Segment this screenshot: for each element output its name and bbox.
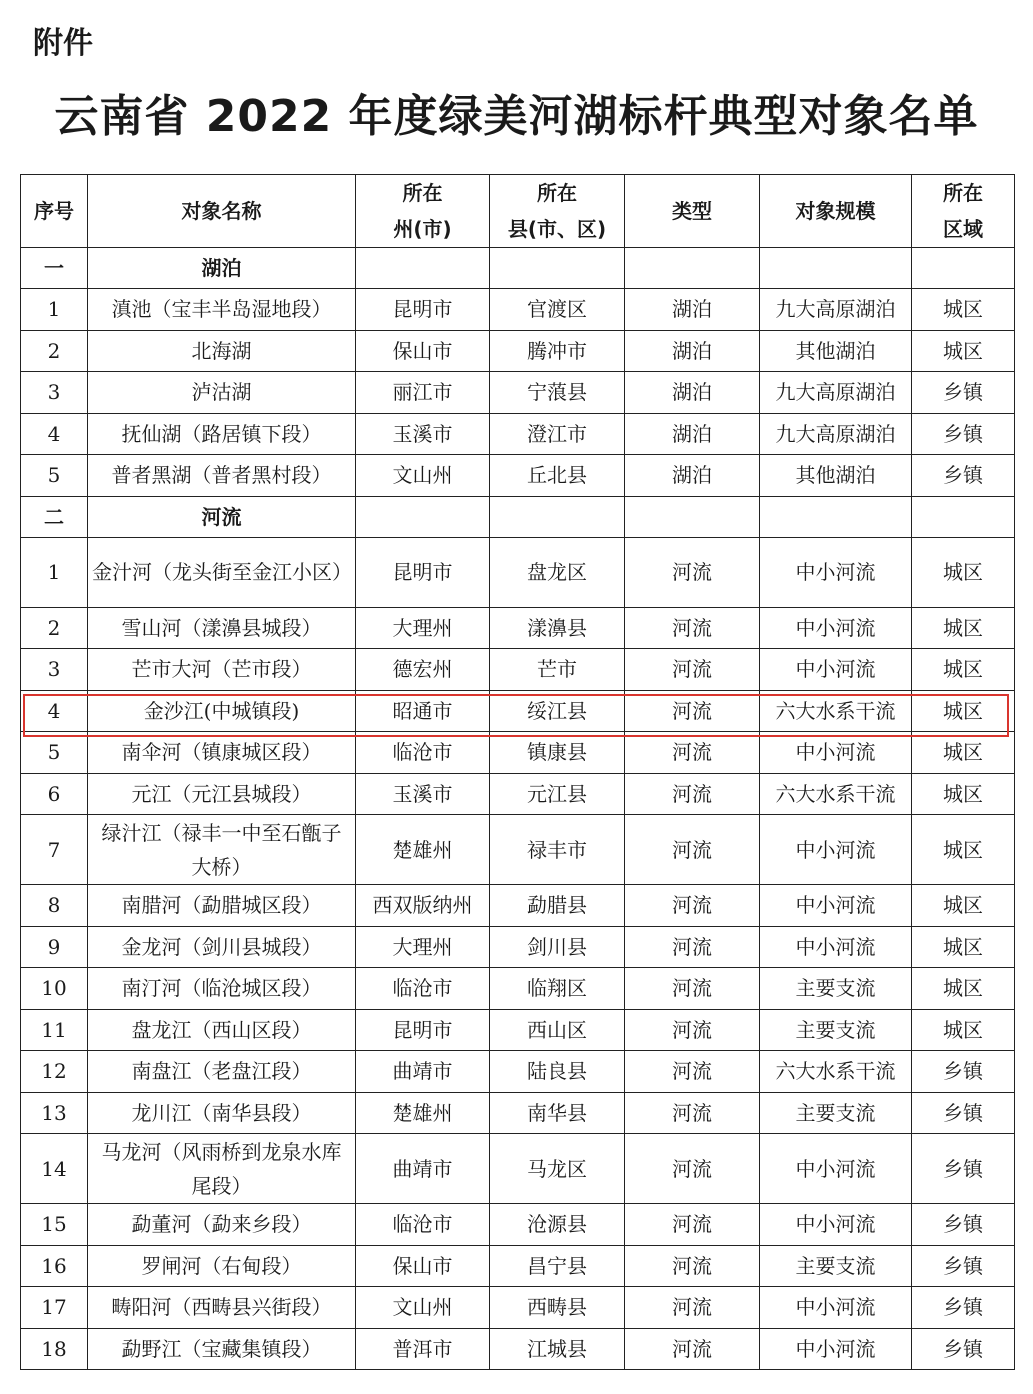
object-list-table [20, 174, 1015, 1370]
object-type: 河流 [625, 690, 760, 732]
object-name: 南伞河（镇康城区段） [88, 732, 356, 774]
object-type: 湖泊 [625, 289, 760, 331]
prefecture: 临沧市 [356, 1204, 490, 1246]
object-name: 芒市大河（芒市段） [88, 649, 356, 691]
object-name: 普者黑湖（普者黑村段） [88, 455, 356, 497]
object-name: 金汁河（龙头街至金江小区） [88, 537, 356, 607]
area: 城区 [912, 649, 1015, 691]
object-name: 南盘江（老盘江段） [88, 1051, 356, 1093]
table-row [21, 885, 1015, 927]
prefecture: 楚雄州 [356, 815, 490, 885]
table-row [21, 649, 1015, 691]
prefecture: 楚雄州 [356, 1092, 490, 1134]
area: 城区 [912, 690, 1015, 732]
object-scale: 六大水系干流 [760, 1051, 912, 1093]
attachment-label: 附件 [33, 26, 93, 61]
object-scale: 中小河流 [760, 1328, 912, 1370]
prefecture: 保山市 [356, 1245, 490, 1287]
area: 乡镇 [912, 1051, 1015, 1093]
empty-cell [625, 248, 760, 289]
area: 城区 [912, 885, 1015, 927]
area: 城区 [912, 1009, 1015, 1051]
row-index: 1 [21, 537, 88, 607]
object-name: 马龙河（风雨桥到龙泉水库尾段） [88, 1134, 356, 1204]
object-name: 勐董河（勐来乡段） [88, 1204, 356, 1246]
object-name: 勐野江（宝藏集镇段） [88, 1328, 356, 1370]
row-index: 10 [21, 968, 88, 1010]
object-name: 泸沽湖 [88, 372, 356, 414]
row-index: 2 [21, 330, 88, 372]
area: 城区 [912, 773, 1015, 815]
object-name: 绿汁江（禄丰一中至石甑子大桥） [88, 815, 356, 885]
prefecture: 玉溪市 [356, 773, 490, 815]
area: 乡镇 [912, 1134, 1015, 1204]
row-index: 3 [21, 649, 88, 691]
row-index: 12 [21, 1051, 88, 1093]
object-type: 河流 [625, 885, 760, 927]
prefecture: 文山州 [356, 1287, 490, 1329]
object-scale: 中小河流 [760, 537, 912, 607]
table-row [21, 372, 1015, 414]
table-row [21, 732, 1015, 774]
county: 勐腊县 [490, 885, 625, 927]
object-type: 湖泊 [625, 413, 760, 455]
prefecture: 文山州 [356, 455, 490, 497]
object-scale: 主要支流 [760, 968, 912, 1010]
object-type: 河流 [625, 1092, 760, 1134]
header-type: 类型 [625, 175, 760, 248]
row-index: 14 [21, 1134, 88, 1204]
table-row [21, 968, 1015, 1010]
empty-cell [760, 496, 912, 537]
area: 城区 [912, 330, 1015, 372]
county: 禄丰市 [490, 815, 625, 885]
area: 乡镇 [912, 1204, 1015, 1246]
area: 乡镇 [912, 372, 1015, 414]
county: 澄江市 [490, 413, 625, 455]
table-body [21, 248, 1015, 1370]
county: 漾濞县 [490, 607, 625, 649]
row-index: 2 [21, 607, 88, 649]
table-row [21, 1245, 1015, 1287]
object-name: 元江（元江县城段） [88, 773, 356, 815]
object-type: 河流 [625, 607, 760, 649]
object-scale: 中小河流 [760, 1287, 912, 1329]
object-type: 湖泊 [625, 455, 760, 497]
object-type: 河流 [625, 1287, 760, 1329]
table-row [21, 1204, 1015, 1246]
prefecture: 曲靖市 [356, 1134, 490, 1204]
object-scale: 六大水系干流 [760, 773, 912, 815]
section-row [21, 248, 1015, 289]
row-index: 18 [21, 1328, 88, 1370]
header-index: 序号 [21, 175, 88, 248]
table-row [21, 926, 1015, 968]
row-index: 11 [21, 1009, 88, 1051]
section-row [21, 496, 1015, 537]
empty-cell [625, 496, 760, 537]
county: 陆良县 [490, 1051, 625, 1093]
county: 宁蒗县 [490, 372, 625, 414]
county: 剑川县 [490, 926, 625, 968]
area: 城区 [912, 815, 1015, 885]
prefecture: 普洱市 [356, 1328, 490, 1370]
object-scale: 主要支流 [760, 1245, 912, 1287]
area: 乡镇 [912, 455, 1015, 497]
table-row [21, 1009, 1015, 1051]
prefecture: 大理州 [356, 926, 490, 968]
area: 城区 [912, 968, 1015, 1010]
header-name: 对象名称 [88, 175, 356, 248]
object-scale: 六大水系干流 [760, 690, 912, 732]
prefecture: 曲靖市 [356, 1051, 490, 1093]
object-name: 盘龙江（西山区段） [88, 1009, 356, 1051]
row-index: 7 [21, 815, 88, 885]
object-type: 河流 [625, 1328, 760, 1370]
object-type: 河流 [625, 1134, 760, 1204]
table-row [21, 455, 1015, 497]
county: 元江县 [490, 773, 625, 815]
county: 昌宁县 [490, 1245, 625, 1287]
area: 乡镇 [912, 413, 1015, 455]
object-type: 河流 [625, 1051, 760, 1093]
row-index: 4 [21, 413, 88, 455]
area: 城区 [912, 289, 1015, 331]
area: 乡镇 [912, 1092, 1015, 1134]
table-row [21, 1328, 1015, 1370]
object-type: 河流 [625, 815, 760, 885]
object-scale: 其他湖泊 [760, 455, 912, 497]
object-type: 湖泊 [625, 330, 760, 372]
object-type: 河流 [625, 926, 760, 968]
object-scale: 中小河流 [760, 926, 912, 968]
county: 官渡区 [490, 289, 625, 331]
table-row [21, 773, 1015, 815]
area: 城区 [912, 537, 1015, 607]
county: 马龙区 [490, 1134, 625, 1204]
header-scale: 对象规模 [760, 175, 912, 248]
object-scale: 中小河流 [760, 885, 912, 927]
empty-cell [490, 248, 625, 289]
prefecture: 昆明市 [356, 537, 490, 607]
empty-cell [912, 496, 1015, 537]
area: 乡镇 [912, 1287, 1015, 1329]
object-scale: 中小河流 [760, 607, 912, 649]
row-index: 8 [21, 885, 88, 927]
prefecture: 临沧市 [356, 732, 490, 774]
table-row [21, 1287, 1015, 1329]
row-index: 4 [21, 690, 88, 732]
table-row [21, 815, 1015, 885]
object-type: 河流 [625, 732, 760, 774]
prefecture: 玉溪市 [356, 413, 490, 455]
empty-cell [912, 248, 1015, 289]
object-name: 南腊河（勐腊城区段） [88, 885, 356, 927]
table-row [21, 537, 1015, 607]
row-index: 3 [21, 372, 88, 414]
object-scale: 九大高原湖泊 [760, 289, 912, 331]
area: 城区 [912, 732, 1015, 774]
county: 腾冲市 [490, 330, 625, 372]
table-row [21, 1134, 1015, 1204]
object-scale: 主要支流 [760, 1092, 912, 1134]
table-row [21, 690, 1015, 732]
row-index: 15 [21, 1204, 88, 1246]
table-row [21, 607, 1015, 649]
object-type: 河流 [625, 968, 760, 1010]
object-scale: 中小河流 [760, 1134, 912, 1204]
object-name: 滇池（宝丰半岛湿地段） [88, 289, 356, 331]
object-name: 金沙江(中城镇段) [88, 690, 356, 732]
row-index: 5 [21, 455, 88, 497]
object-type: 河流 [625, 1009, 760, 1051]
section-label: 河流 [88, 496, 356, 537]
object-scale: 九大高原湖泊 [760, 413, 912, 455]
county: 镇康县 [490, 732, 625, 774]
county: 西畴县 [490, 1287, 625, 1329]
prefecture: 昭通市 [356, 690, 490, 732]
object-name: 雪山河（漾濞县城段） [88, 607, 356, 649]
county: 南华县 [490, 1092, 625, 1134]
header-county: 所在 县(市、区) [490, 175, 625, 248]
prefecture: 大理州 [356, 607, 490, 649]
object-scale: 主要支流 [760, 1009, 912, 1051]
object-name: 畴阳河（西畴县兴街段） [88, 1287, 356, 1329]
county: 临翔区 [490, 968, 625, 1010]
object-name: 北海湖 [88, 330, 356, 372]
object-scale: 中小河流 [760, 732, 912, 774]
object-type: 河流 [625, 1245, 760, 1287]
empty-cell [356, 248, 490, 289]
prefecture: 临沧市 [356, 968, 490, 1010]
section-label: 湖泊 [88, 248, 356, 289]
object-name: 龙川江（南华县段） [88, 1092, 356, 1134]
area: 乡镇 [912, 1245, 1015, 1287]
county: 芒市 [490, 649, 625, 691]
row-index: 17 [21, 1287, 88, 1329]
row-index: 9 [21, 926, 88, 968]
row-index: 6 [21, 773, 88, 815]
object-scale: 九大高原湖泊 [760, 372, 912, 414]
county: 江城县 [490, 1328, 625, 1370]
empty-cell [356, 496, 490, 537]
object-name: 金龙河（剑川县城段） [88, 926, 356, 968]
object-scale: 中小河流 [760, 649, 912, 691]
table-row [21, 289, 1015, 331]
object-type: 河流 [625, 649, 760, 691]
header-area: 所在 区域 [912, 175, 1015, 248]
table-row [21, 1051, 1015, 1093]
table-row [21, 413, 1015, 455]
object-scale: 中小河流 [760, 1204, 912, 1246]
object-scale: 中小河流 [760, 815, 912, 885]
empty-cell [760, 248, 912, 289]
object-type: 河流 [625, 773, 760, 815]
county: 丘北县 [490, 455, 625, 497]
table-row [21, 1092, 1015, 1134]
row-index: 16 [21, 1245, 88, 1287]
object-type: 湖泊 [625, 372, 760, 414]
object-type: 河流 [625, 1204, 760, 1246]
section-index: 一 [21, 248, 88, 289]
empty-cell [490, 496, 625, 537]
county: 沧源县 [490, 1204, 625, 1246]
object-name: 南汀河（临沧城区段） [88, 968, 356, 1010]
object-scale: 其他湖泊 [760, 330, 912, 372]
prefecture: 西双版纳州 [356, 885, 490, 927]
area: 乡镇 [912, 1328, 1015, 1370]
prefecture: 丽江市 [356, 372, 490, 414]
prefecture: 德宏州 [356, 649, 490, 691]
header-prefecture: 所在 州(市) [356, 175, 490, 248]
county: 西山区 [490, 1009, 625, 1051]
object-name: 抚仙湖（路居镇下段） [88, 413, 356, 455]
table-header-row [21, 175, 1015, 248]
row-index: 13 [21, 1092, 88, 1134]
county: 绥江县 [490, 690, 625, 732]
row-index: 5 [21, 732, 88, 774]
prefecture: 昆明市 [356, 289, 490, 331]
document-title: 云南省 2022 年度绿美河湖标杆典型对象名单 [54, 91, 979, 142]
area: 城区 [912, 926, 1015, 968]
prefecture: 昆明市 [356, 1009, 490, 1051]
object-type: 河流 [625, 537, 760, 607]
object-name: 罗闸河（右甸段） [88, 1245, 356, 1287]
county: 盘龙区 [490, 537, 625, 607]
prefecture: 保山市 [356, 330, 490, 372]
table-row [21, 330, 1015, 372]
area: 城区 [912, 607, 1015, 649]
section-index: 二 [21, 496, 88, 537]
row-index: 1 [21, 289, 88, 331]
